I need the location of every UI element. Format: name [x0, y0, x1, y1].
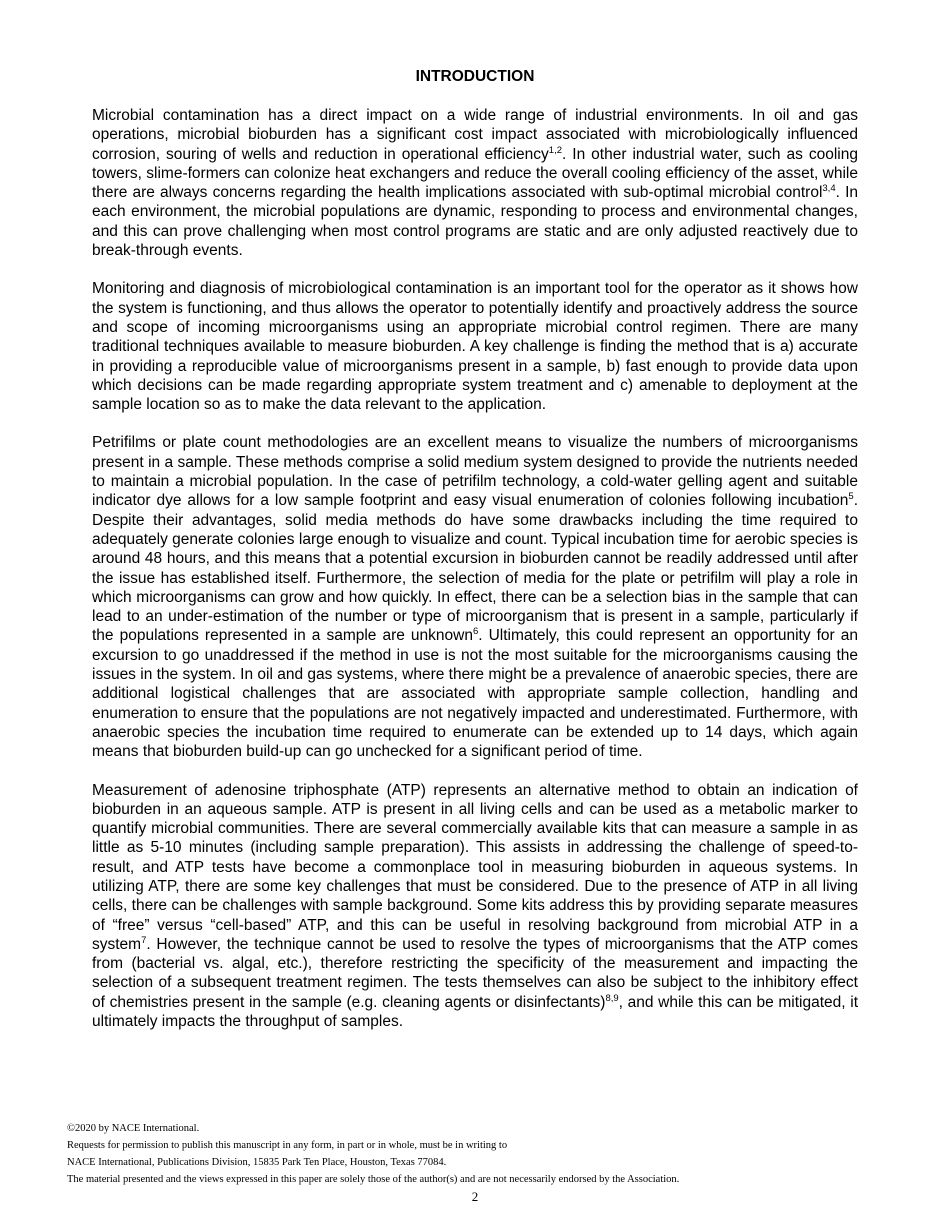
paragraph-1 — [92, 106, 858, 260]
footer-copyright: ©2020 by NACE International. — [67, 1123, 200, 1134]
citation-superscript: 3,4 — [822, 183, 836, 195]
paragraph-4 — [92, 781, 858, 1032]
paragraph-text: . In other industrial water, such as cooling towers, slime-formers can colonize heat exchangers and reduce the overall cooling efficiency of the asset, while there are always concerns regarding the health implications associated with sub-optimal microbial control — [92, 145, 858, 202]
footer-permission: Requests for permission to publish this manuscript in any form, in part or in whole, must be in writing to — [67, 1140, 508, 1151]
paragraph-3 — [92, 433, 858, 761]
paragraph-text: . In each environment, the microbial populations are dynamic, responding to process and environmental changes, and this can prove challenging when most control programs are static and are only adjusted reactively due to break-through events. — [92, 184, 858, 260]
paragraph-text: Measurement of adenosine triphosphate (ATP) represents an alternative method to obtain an indication of bioburden in an aqueous sample. ATP is present in all living cells and can be used as a metabolic marker to quantify microbial communities. There are several commercially available kits that can measure a sample in as little as 5-10 minutes (including sample preparation). This assists in addressing the challenge of speed-to-result, and ATP tests have become a commonplace tool in measuring bioburden in aqueous systems. In utilizing ATP, there are some key challenges that must be considered. Due to the presence of ATP in all living cells, there can be challenges with sample background. Some kits address this by providing separate measures of “free” versus “cell-based” ATP, and this can be useful in resolving background from microbial ATP in a system — [92, 781, 858, 953]
paragraph-text: Monitoring and diagnosis of microbiological contamination is an important tool for the operator as it shows how the system is functioning, and thus allows the operator to potentially identify and proactively address the source and scope of incoming microorganisms using an appropriate microbial control regimen. There are many traditional techniques available to measure bioburden. A key challenge is finding the method that is a) accurate in providing a reproducible value of microorganisms present in a sample, b) fast enough to provide data upon which decisions can be made regarding appropriate system treatment and c) amenable to deployment at the sample location so as to make the data relevant to the application. — [92, 280, 858, 414]
paragraph-text: Petrifilms or plate count methodologies are an excellent means to visualize the numbers of microorganisms present in a sample. These methods comprise a solid medium system designed to provide the nutrients needed to maintain a microbial population. In the case of petrifilm technology, a cold-water gelling agent and suitable indicator dye allows for a low sample footprint and easy visual enumeration of colonies following incubation — [92, 434, 858, 510]
page-number: 2 — [471, 1189, 479, 1204]
paragraph-2 — [92, 279, 858, 414]
citation-superscript: 1,2 — [548, 144, 562, 156]
paragraph-text: . Ultimately, this could represent an opportunity for an excursion to go unaddressed if the method in use is not the most suitable for the microorganisms causing the issues in the system. In oil and gas systems, where there might be a prevalence of anaerobic species, there are additional logistical challenges that are associated with appropriate sample collection, handling and enumeration to ensure that the populations are not negatively impacted and underestimated. Furthermore, with anaerobic species the incubation time required to enumerate can be extended up to 14 days, which again means that bioburden build-up can go unchecked for a significant period of time. — [92, 627, 858, 761]
body-text — [92, 106, 858, 1031]
citation-superscript: 5 — [848, 491, 854, 503]
page-footer — [67, 1120, 927, 1188]
footer-address: NACE International, Publications Division, 15835 Park Ten Place, Houston, Texas 77084. — [67, 1157, 447, 1168]
citation-superscript: 8,9 — [605, 992, 619, 1004]
citation-superscript: 7 — [141, 934, 147, 946]
footer-disclaimer: The material presented and the views expressed in this paper are solely those of the author(s) and are not necessarily endorsed by the Association. — [67, 1174, 680, 1185]
paragraph-text: . However, the technique cannot be used to resolve the types of microorganisms that the ATP comes from (bacterial vs. algal, etc.), therefore restricting the specificity of the measurement and impacting the selection of a subsequent treatment regimen. The tests themselves can also be subject to the inhibitory effect of chemistries present in the sample (e.g. cleaning agents or disinfectants) — [92, 935, 858, 1011]
citation-superscript: 6 — [472, 626, 479, 638]
paragraph-text: . Despite their advantages, solid media methods do have some drawbacks including the time required to adequately generate colonies large enough to visualize and count. Typical incubation time for aerobic species is around 48 hours, and this means that a potential excursion in bioburden cannot be readily addressed until after the issue has established itself. Furthermore, the selection of media for the plate or petrifilm will play a role in which microorganisms can grow and how quickly. In effect, there can be a selection bias in the sample that can lead to an under-estimation of the number or type of microorganism that is present in a sample, particularly if the populations represented in a sample are unknown — [92, 492, 858, 645]
paragraph-text: , and while this can be mitigated, it ultimately impacts the throughput of samples. — [92, 993, 858, 1031]
section-heading: INTRODUCTION — [415, 68, 535, 85]
paragraph-text: Microbial contamination has a direct impact on a wide range of industrial environments. In oil and gas operations, microbial bioburden has a significant cost impact associated with microbiologically influenced corrosion, souring of wells and reduction in operational efficiency — [92, 107, 858, 163]
